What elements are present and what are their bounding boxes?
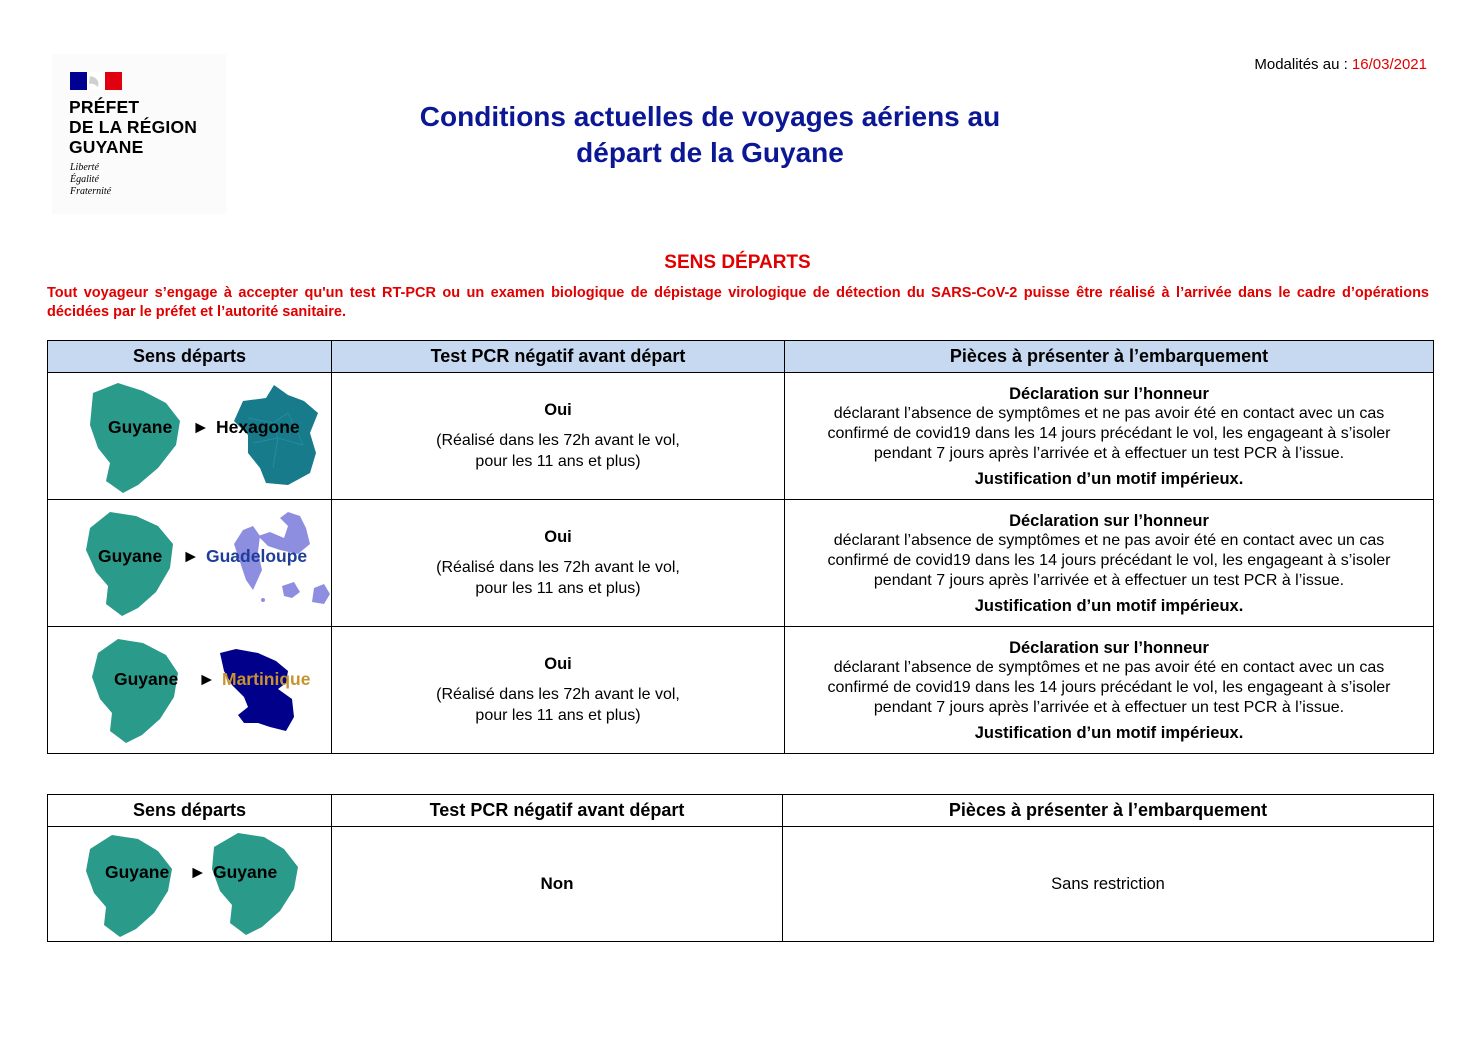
modalites-date <box>1254 56 1427 73</box>
logo-org-name: PRÉFET DE LA RÉGION GUYANE <box>69 97 198 157</box>
documents-cell <box>785 627 1434 754</box>
route-cell <box>48 827 332 942</box>
route-origin: Guyane <box>98 546 163 566</box>
guyane-map-icon <box>90 383 180 493</box>
guyane-map-icon <box>92 639 178 743</box>
table-row <box>48 500 1434 627</box>
warning-text: Tout voyageur s’engage à accepter qu'un test RT-PCR ou un examen biologique de dépistage virologique de détection du SARS-CoV-2 puisse être réalisé à l’arrivée dans le cadre d’opérations décidées par le préfet et l’autorité sanitaire. <box>47 285 1429 320</box>
modalites-label: Modalités au : <box>1254 56 1352 73</box>
logo-motto: Liberté Égalité Fraternité <box>70 162 112 197</box>
declaration-title: Déclaration sur l’honneur <box>1009 638 1209 657</box>
arrow-icon: ► <box>192 417 210 437</box>
pcr-note-1: (Réalisé dans les 72h avant le vol, <box>436 685 680 703</box>
route-cell <box>48 373 332 500</box>
pcr-answer: Oui <box>544 400 572 419</box>
prefecture-logo <box>52 54 226 214</box>
col-header-pcr: Test PCR négatif avant départ <box>332 795 783 827</box>
update-date: 16/03/2021 <box>1351 56 1427 73</box>
pcr-cell <box>332 500 785 627</box>
guyane-map-icon <box>86 835 172 937</box>
declaration-line-3: pendant 7 jours après l’arrivée et à effectuer un test PCR à l’issue. <box>873 571 1345 589</box>
pcr-answer: Non <box>540 874 574 893</box>
declaration-title: Déclaration sur l’honneur <box>1009 511 1209 530</box>
route-origin: Guyane <box>105 862 170 882</box>
pcr-cell <box>332 373 785 500</box>
justification: Justification d’un motif impérieux. <box>974 723 1244 742</box>
pcr-answer: Oui <box>544 654 572 673</box>
route-origin: Guyane <box>114 669 179 689</box>
declaration-line-2: confirmé de covid19 dans les 14 jours précédant le vol, les engageant à s’isoler <box>827 551 1391 569</box>
declaration-line-3: pendant 7 jours après l’arrivée et à effectuer un test PCR à l’issue. <box>873 698 1345 716</box>
col-header-sens: Sens départs <box>48 341 332 373</box>
documents-cell <box>785 500 1434 627</box>
table-row <box>48 827 1434 942</box>
declaration-line-1: déclarant l’absence de symptômes et ne pas avoir été en contact avec un cas <box>833 404 1385 422</box>
documents-text: Sans restriction <box>1051 874 1165 893</box>
pcr-note-1: (Réalisé dans les 72h avant le vol, <box>436 431 680 449</box>
declaration-line-1: déclarant l’absence de symptômes et ne pas avoir été en contact avec un cas <box>833 658 1385 676</box>
local-travel-table <box>47 794 1434 942</box>
documents-cell <box>783 827 1434 942</box>
col-header-pcr: Test PCR négatif avant départ <box>332 341 785 373</box>
marianne-flag-icon <box>70 72 122 90</box>
arrow-icon: ► <box>182 546 200 566</box>
guyane-map-icon <box>212 833 298 935</box>
table-header-row <box>48 341 1434 373</box>
martinique-map-icon <box>220 649 294 731</box>
title-line-1: Conditions actuelles de voyages aériens au <box>419 101 1001 132</box>
route-map-illustration <box>48 627 332 754</box>
departures-table <box>47 340 1434 754</box>
col-header-pieces: Pièces à présenter à l’embarquement <box>785 341 1434 373</box>
title-line-2: départ de la Guyane <box>576 137 844 168</box>
table-row <box>48 627 1434 754</box>
pcr-note-2: pour les 11 ans et plus) <box>475 452 641 470</box>
route-map-illustration <box>48 827 332 942</box>
pcr-note-2: pour les 11 ans et plus) <box>475 579 641 597</box>
pcr-cell <box>332 827 783 942</box>
route-destination: Martinique <box>222 669 311 689</box>
justification: Justification d’un motif impérieux. <box>974 596 1244 615</box>
route-cell <box>48 627 332 754</box>
page-title <box>330 99 1090 171</box>
section-title: SENS DÉPARTS <box>664 252 811 273</box>
col-header-sens: Sens départs <box>48 795 332 827</box>
declaration-line-2: confirmé de covid19 dans les 14 jours précédant le vol, les engageant à s’isoler <box>827 424 1391 442</box>
pcr-answer: Oui <box>544 527 572 546</box>
declaration-line-1: déclarant l’absence de symptômes et ne pas avoir été en contact avec un cas <box>833 531 1385 549</box>
declaration-title: Déclaration sur l’honneur <box>1009 384 1209 403</box>
pcr-cell <box>332 627 785 754</box>
declaration-line-2: confirmé de covid19 dans les 14 jours précédant le vol, les engageant à s’isoler <box>827 678 1391 696</box>
pcr-note-1: (Réalisé dans les 72h avant le vol, <box>436 558 680 576</box>
arrow-icon: ► <box>189 862 207 882</box>
justification: Justification d’un motif impérieux. <box>974 469 1244 488</box>
route-destination: Guyane <box>213 862 278 882</box>
route-destination: Hexagone <box>216 417 300 437</box>
route-origin: Guyane <box>108 417 173 437</box>
table-header-row <box>48 795 1434 827</box>
pcr-note-2: pour les 11 ans et plus) <box>475 706 641 724</box>
documents-cell <box>785 373 1434 500</box>
declaration-line-3: pendant 7 jours après l’arrivée et à effectuer un test PCR à l’issue. <box>873 444 1345 462</box>
route-cell <box>48 500 332 627</box>
col-header-pieces: Pièces à présenter à l’embarquement <box>783 795 1434 827</box>
arrow-icon: ► <box>198 669 216 689</box>
route-destination: Guadeloupe <box>206 546 308 566</box>
table-row <box>48 373 1434 500</box>
